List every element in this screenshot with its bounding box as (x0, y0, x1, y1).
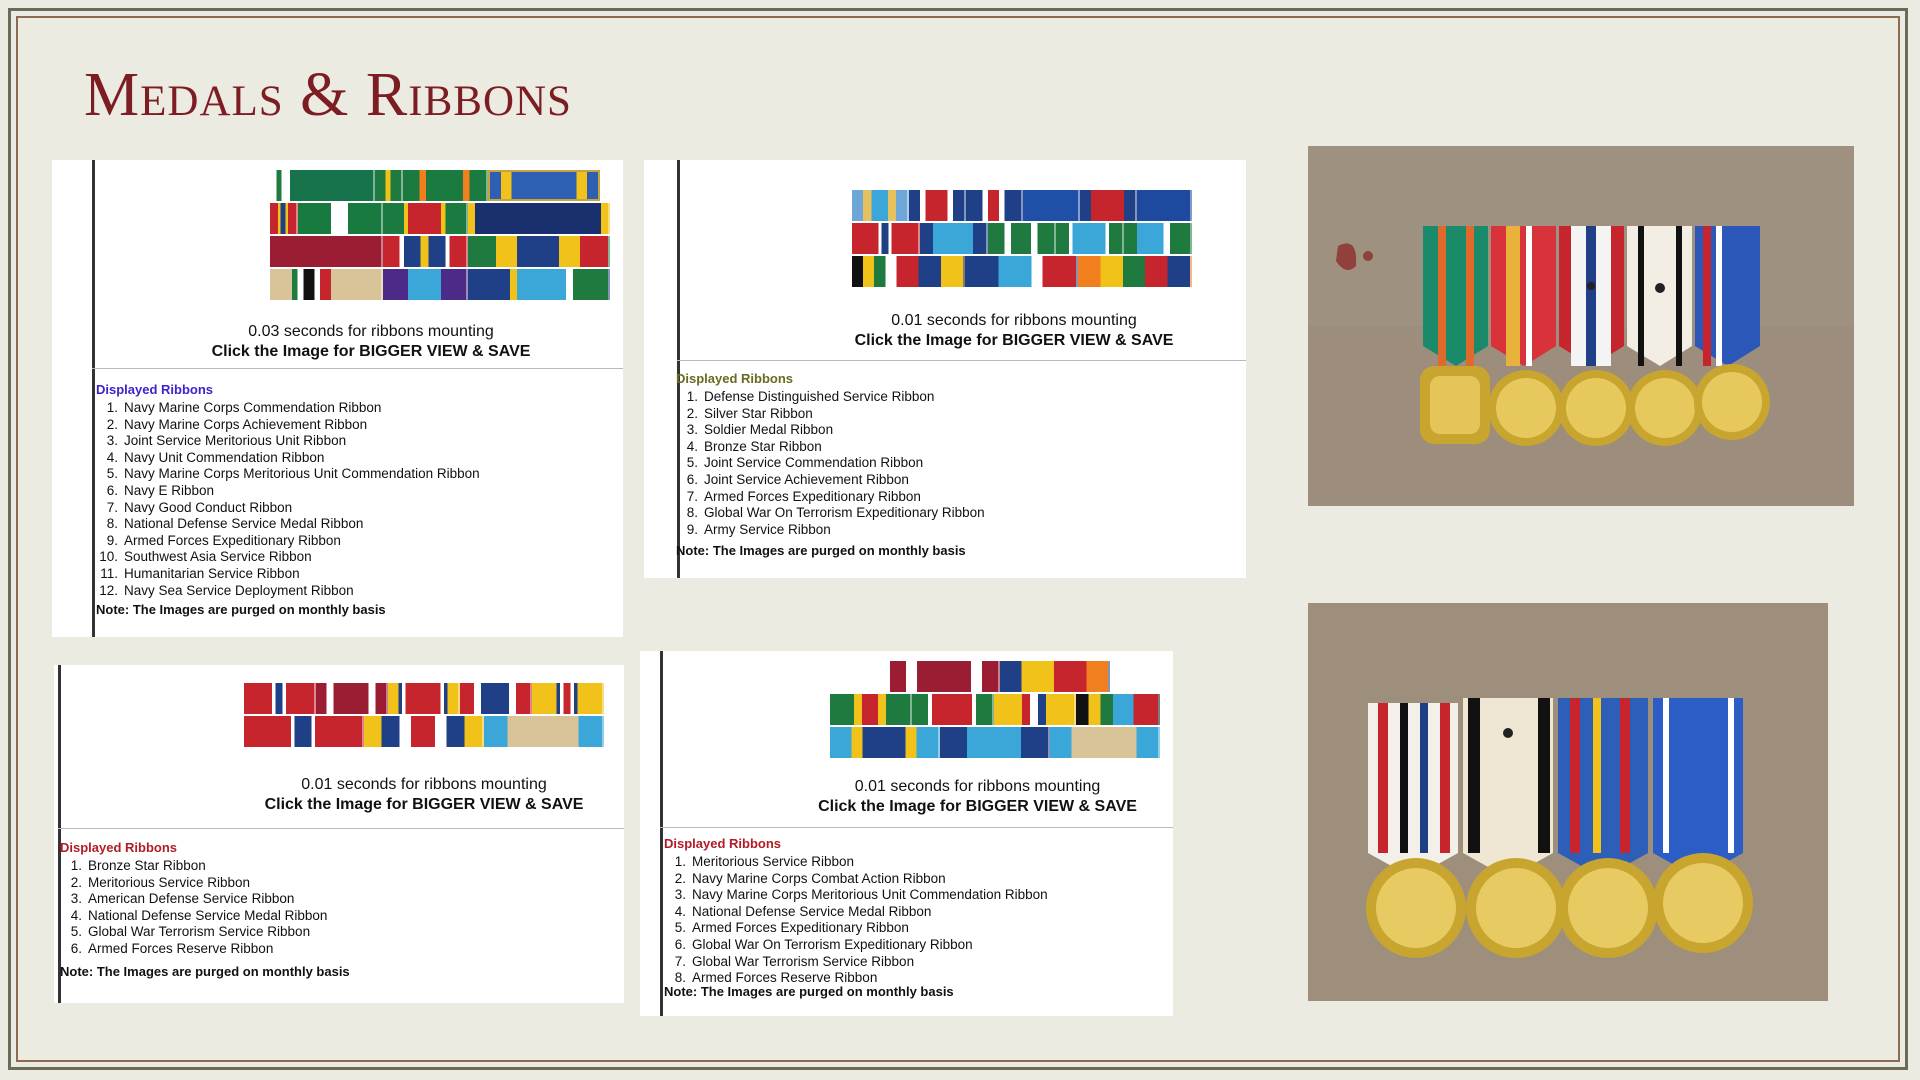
displayed-ribbons-heading: Displayed Ribbons (664, 836, 782, 851)
ribbon-list-item (676, 489, 985, 506)
ribbon-item-number: 9. (686, 521, 698, 537)
ribbon-item-number: 8. (106, 516, 118, 532)
ribbon-item-label: Navy E Ribbon (124, 482, 215, 498)
ribbon-item-label: Bronze Star Ribbon (88, 858, 206, 873)
ribbon-item-number: 7. (686, 488, 698, 504)
ribbon-item-number: 6. (674, 936, 686, 952)
ribbon-item-label: Global War Terrorism Service Ribbon (692, 953, 915, 969)
medals-photo-five (1308, 146, 1854, 506)
ribbon-list-item (664, 937, 1048, 954)
ribbon-item-label: Navy Unit Commendation Ribbon (124, 449, 325, 465)
mounting-caption (800, 778, 1155, 816)
ribbon-item-label: Navy Marine Corps Achievement Ribbon (124, 416, 368, 432)
ribbon-list-item (676, 422, 985, 439)
ribbon-list-item (664, 904, 1048, 921)
panel-separator (660, 827, 1173, 828)
ribbon-item-label: Joint Service Achievement Ribbon (704, 471, 909, 487)
ribbon-item-number: 1. (106, 400, 118, 415)
ribbon-list-item (676, 389, 985, 406)
ribbon-list-item (96, 433, 480, 450)
purge-note: Note: The Images are purged on monthly basis (60, 964, 350, 979)
ribbon-list-item (676, 472, 985, 489)
ribbon-list-item (96, 516, 480, 533)
ribbon-list-item (676, 455, 985, 472)
ribbon-rack-image[interactable] (270, 170, 610, 300)
ribbon-item-number: 10. (99, 549, 118, 565)
ribbon-item-number: 6. (686, 471, 698, 487)
mounting-time-text: 0.01 seconds for ribbons mounting (891, 312, 1137, 329)
ribbon-panel-3 (54, 665, 624, 1003)
ribbon-item-number: 5. (106, 466, 118, 482)
ribbon-list-item (96, 500, 480, 517)
ribbon-item-label: Armed Forces Expeditionary Ribbon (704, 488, 921, 504)
ribbon-list-item (96, 566, 480, 583)
purge-note: Note: The Images are purged on monthly basis (96, 602, 386, 617)
medals-photo-four (1308, 603, 1828, 1001)
ribbon-list-item (96, 549, 480, 566)
ribbon-rack-image[interactable] (244, 683, 604, 749)
ribbon-item-number: 8. (674, 970, 686, 986)
ribbon-item-label: Southwest Asia Service Ribbon (124, 549, 312, 565)
page-title: Medals & Ribbons (84, 61, 572, 129)
mounting-time-text: 0.01 seconds for ribbons mounting (301, 776, 547, 793)
ribbon-list-item (60, 908, 327, 925)
ribbon-item-number: 3. (106, 433, 118, 449)
ribbon-item-label: Joint Service Meritorious Unit Ribbon (124, 433, 347, 449)
ribbon-rack-image[interactable] (830, 661, 1160, 761)
ribbon-item-label: Navy Marine Corps Combat Action Ribbon (692, 870, 946, 886)
displayed-ribbons-list (96, 400, 480, 599)
panel-divider-line (660, 651, 663, 1016)
ribbon-list-item (664, 887, 1048, 904)
ribbon-item-label: Navy Good Conduct Ribbon (124, 499, 293, 515)
mounting-time-text: 0.03 seconds for ribbons mounting (248, 323, 494, 340)
ribbon-panel-4 (640, 651, 1173, 1016)
ribbon-item-label: Silver Star Ribbon (704, 405, 813, 421)
ribbon-item-number: 6. (70, 940, 82, 956)
mounting-caption (132, 323, 610, 361)
ribbon-item-label: Armed Forces Reserve Ribbon (692, 970, 878, 986)
ribbon-item-label: Armed Forces Expeditionary Ribbon (124, 532, 341, 548)
ribbon-item-number: 2. (674, 870, 686, 886)
ribbon-item-number: 7. (674, 953, 686, 969)
displayed-ribbons-heading: Displayed Ribbons (676, 371, 794, 386)
ribbon-list-item (60, 891, 327, 908)
ribbon-list-item (676, 406, 985, 423)
ribbon-item-label: Global War On Terrorism Expeditionary Ribbon (704, 505, 985, 521)
ribbon-item-label: National Defense Service Medal Ribbon (88, 907, 328, 923)
ribbon-item-number: 3. (686, 422, 698, 438)
purge-note: Note: The Images are purged on monthly basis (664, 984, 954, 999)
ribbon-list-item (96, 483, 480, 500)
ribbon-item-number: 3. (674, 887, 686, 903)
ribbon-item-number: 2. (106, 416, 118, 432)
ribbon-list-item (60, 875, 327, 892)
ribbon-list-item (96, 583, 480, 600)
ribbon-item-label: Soldier Medal Ribbon (704, 422, 834, 438)
ribbon-list-item (96, 533, 480, 550)
ribbon-list-item (60, 941, 327, 958)
ribbon-item-label: Bronze Star Ribbon (704, 438, 822, 454)
displayed-ribbons-list (664, 854, 1048, 987)
ribbon-item-label: Navy Marine Corps Commendation Ribbon (124, 400, 382, 415)
ribbon-list-item (60, 858, 327, 875)
ribbon-list-item (676, 505, 985, 522)
bigger-view-link[interactable]: Click the Image for BIGGER VIEW & SAVE (264, 796, 584, 813)
ribbon-item-label: Meritorious Service Ribbon (692, 854, 855, 869)
ribbon-list-item (676, 439, 985, 456)
ribbon-item-label: Armed Forces Expeditionary Ribbon (692, 920, 909, 936)
bigger-view-link[interactable]: Click the Image for BIGGER VIEW & SAVE (818, 798, 1137, 815)
ribbon-item-label: Navy Sea Service Deployment Ribbon (124, 582, 354, 598)
ribbon-item-label: Army Service Ribbon (704, 521, 831, 537)
panel-separator (92, 368, 623, 369)
ribbon-item-number: 12. (99, 582, 118, 598)
ribbon-item-number: 5. (686, 455, 698, 471)
ribbon-item-number: 9. (106, 532, 118, 548)
panel-separator (58, 828, 624, 829)
ribbon-item-label: National Defense Service Medal Ribbon (692, 903, 932, 919)
bigger-view-link[interactable]: Click the Image for BIGGER VIEW & SAVE (211, 343, 531, 360)
ribbon-item-label: Armed Forces Reserve Ribbon (88, 940, 274, 956)
ribbon-item-number: 4. (106, 449, 118, 465)
displayed-ribbons-heading: Displayed Ribbons (96, 382, 214, 397)
ribbon-item-number: 1. (70, 858, 82, 873)
mounting-caption (784, 312, 1244, 350)
displayed-ribbons-list (676, 389, 985, 538)
ribbon-item-number: 5. (70, 924, 82, 940)
mounting-time-text: 0.01 seconds for ribbons mounting (854, 778, 1101, 795)
ribbon-item-number: 4. (70, 907, 82, 923)
ribbon-list-item (664, 920, 1048, 937)
ribbon-list-item (664, 854, 1048, 871)
ribbon-item-number: 3. (70, 891, 82, 907)
ribbon-item-number: 1. (686, 389, 698, 404)
ribbon-item-number: 7. (106, 499, 118, 515)
ribbon-item-label: Humanitarian Service Ribbon (124, 565, 300, 581)
ribbon-item-label: Navy Marine Corps Meritorious Unit Commendation Ribbon (124, 466, 480, 482)
ribbon-item-label: Global War Terrorism Service Ribbon (88, 924, 311, 940)
ribbon-item-label: National Defense Service Medal Ribbon (124, 516, 364, 532)
displayed-ribbons-list (60, 858, 327, 958)
ribbon-item-label: American Defense Service Ribbon (88, 891, 295, 907)
ribbon-list-item (60, 924, 327, 941)
ribbon-item-number: 6. (106, 482, 118, 498)
ribbon-item-number: 11. (100, 565, 118, 581)
ribbon-item-label: Navy Marine Corps Meritorious Unit Commendation Ribbon (692, 887, 1048, 903)
ribbon-item-label: Joint Service Commendation Ribbon (704, 455, 924, 471)
panel-separator (677, 360, 1246, 361)
purge-note: Note: The Images are purged on monthly basis (676, 543, 966, 558)
ribbon-item-number: 4. (686, 438, 698, 454)
ribbon-item-number: 5. (674, 920, 686, 936)
bigger-view-link[interactable]: Click the Image for BIGGER VIEW & SAVE (854, 332, 1174, 349)
ribbon-list-item (96, 417, 480, 434)
ribbon-item-number: 4. (674, 903, 686, 919)
ribbon-rack-image[interactable] (852, 190, 1192, 290)
ribbon-list-item (676, 522, 985, 539)
ribbon-panel-1 (52, 160, 623, 637)
ribbon-list-item (96, 466, 480, 483)
ribbon-item-label: Global War On Terrorism Expeditionary Ribbon (692, 936, 973, 952)
ribbon-item-number: 2. (70, 874, 82, 890)
ribbon-item-number: 8. (686, 505, 698, 521)
ribbon-panel-2 (644, 160, 1246, 578)
ribbon-item-label: Meritorious Service Ribbon (88, 874, 251, 890)
ribbon-list-item (664, 954, 1048, 971)
ribbon-list-item (96, 450, 480, 467)
panel-divider-line (92, 160, 95, 637)
ribbon-list-item (664, 871, 1048, 888)
mounting-caption (234, 776, 614, 814)
displayed-ribbons-heading: Displayed Ribbons (60, 840, 178, 855)
ribbon-item-label: Defense Distinguished Service Ribbon (704, 389, 935, 404)
ribbon-list-item (96, 400, 480, 417)
ribbon-item-number: 2. (686, 405, 698, 421)
ribbon-item-number: 1. (674, 854, 686, 869)
